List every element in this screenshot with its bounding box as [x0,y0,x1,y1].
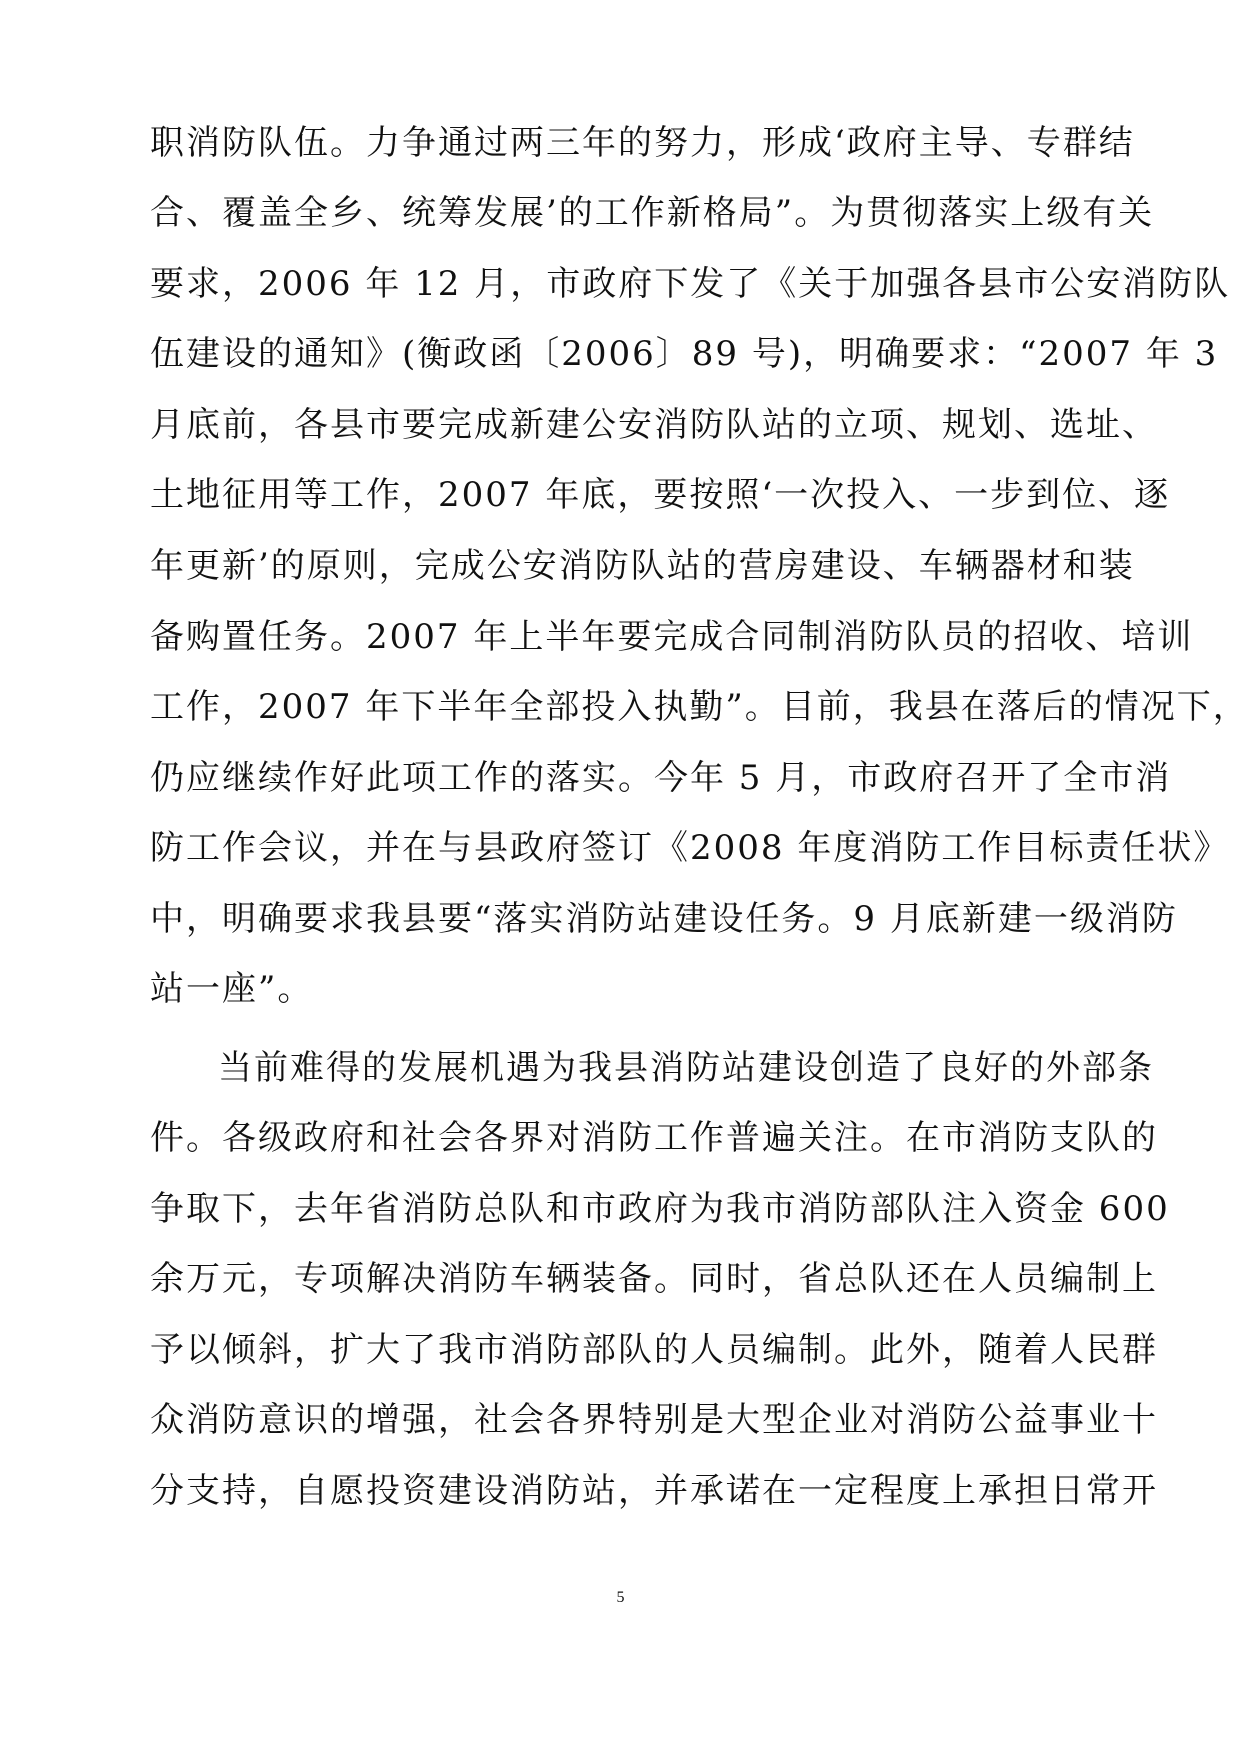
text-line: 余万元，专项解决消防车辆装备。同时，省总队还在人员编制上 [150,1259,1158,1299]
text-line: 当前难得的发展机遇为我县消防站建设创造了良好的外部条 [218,1048,1154,1088]
text-line: 土地征用等工作，2007 年底，要按照‘一次投入、一步到位、逐 [150,475,1171,515]
text-line: 仍应继续作好此项工作的落实。今年 5 月，市政府召开了全市消 [150,758,1172,798]
text-line: 要求，2006 年 12 月，市政府下发了《关于加强各县市公安消防队 [150,264,1231,304]
text-line: 防工作会议，并在与县政府签订《2008 年度消防工作目标责任状》 [150,828,1230,868]
text-line: 中，明确要求我县要“落实消防站建设任务。9 月底新建一级消防 [150,899,1178,939]
text-line: 合、覆盖全乡、统筹发展’的工作新格局”。为贯彻落实上级有关 [150,193,1155,233]
text-line: 众消防意识的增强，社会各界特别是大型企业对消防公益事业十 [150,1400,1158,1440]
text-line: 年更新’的原则，完成公安消防队站的营房建设、车辆器材和装 [150,546,1135,586]
text-line: 件。各级政府和社会各界对消防工作普遍关注。在市消防支队的 [150,1118,1158,1158]
text-line: 伍建设的通知》(衡政函〔2006〕89 号)，明确要求：“2007 年 3 [150,334,1219,374]
text-line: 月底前，各县市要完成新建公安消防队站的立项、规划、选址、 [150,405,1158,445]
text-line: 工作，2007 年下半年全部投入执勤”。目前，我县在落后的情况下， [150,687,1249,727]
text-line: 分支持，自愿投资建设消防站，并承诺在一定程度上承担日常开 [150,1471,1158,1511]
text-line: 站一座”。 [150,969,314,1009]
text-line: 予以倾斜，扩大了我市消防部队的人员编制。此外，随着人民群 [150,1330,1158,1370]
text-line: 争取下，去年省消防总队和市政府为我市消防部队注入资金 600 [150,1189,1170,1229]
text-line: 备购置任务。2007 年上半年要完成合同制消防队员的招收、培训 [150,617,1194,657]
text-line: 职消防队伍。力争通过两三年的努力，形成‘政府主导、专群结 [150,123,1135,163]
page-number: 5 [616,1589,625,1606]
